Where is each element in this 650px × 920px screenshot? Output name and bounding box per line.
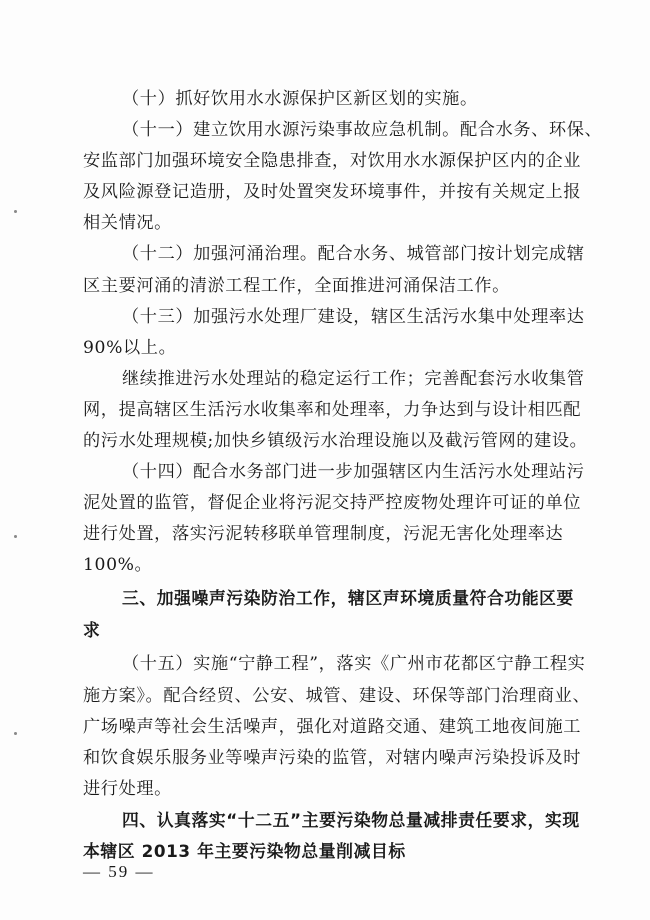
scan-speck bbox=[14, 210, 17, 213]
paragraph-line: 继续推进污水处理站的稳定运行工作；完善配套污水收集管 bbox=[122, 369, 585, 389]
paragraph-line: 100%。 bbox=[83, 555, 153, 575]
paragraph-line: （十二）加强河涌治理。配合水务、城管部门按计划完成辖 bbox=[122, 244, 585, 264]
section-heading-line: 求 bbox=[83, 620, 101, 640]
paragraph-line: （十五）实施“宁静工程”，落实《广州市花都区宁静工程实 bbox=[122, 654, 586, 674]
section-heading-line: 三、加强噪声污染防治工作，辖区声环境质量符合功能区要 bbox=[122, 588, 574, 608]
paragraph-line: 进行处置，落实污泥转移联单管理制度，污泥无害化处理率达 bbox=[83, 524, 564, 544]
paragraph-line: （十三）加强污水处理厂建设，辖区生活污水集中处理率达 bbox=[122, 307, 585, 327]
paragraph-line: 广场噪声等社会生活噪声，强化对道路交通、建筑工地夜间施工 bbox=[83, 717, 582, 737]
paragraph-line: 进行处理。 bbox=[83, 779, 172, 799]
paragraph-line: （十一）建立饮用水源污染事故应急机制。配合水务、环保、 bbox=[122, 120, 603, 140]
paragraph-line: （十四）配合水务部门进一步加强辖区内生活污水处理站污 bbox=[122, 462, 585, 482]
paragraph-line: 90%以上。 bbox=[83, 338, 177, 358]
paragraph-line: （十）抓好饮用水水源保护区新区划的实施。 bbox=[122, 89, 478, 109]
page-number: — 59 — bbox=[83, 862, 155, 881]
paragraph-line: 区主要河涌的清淤工程工作，全面推进河涌保洁工作。 bbox=[83, 276, 510, 296]
paragraph-line: 安监部门加强环境安全隐患排查，对饮用水水源保护区内的企业 bbox=[83, 151, 582, 171]
scan-speck bbox=[14, 732, 17, 735]
paragraph-line: 泥处置的监管，督促企业将污泥交持严控废物处理许可证的单位 bbox=[83, 493, 582, 513]
scan-speck bbox=[14, 535, 17, 538]
paragraph-line: 相关情况。 bbox=[83, 213, 172, 233]
paragraph-line: 和饮食娱乐服务业等噪声污染的监管，对辖内噪声污染投诉及时 bbox=[83, 748, 582, 768]
paragraph-line: 及风险源登记造册，及时处置突发环境事件，并按有关规定上报 bbox=[83, 182, 582, 202]
section-heading-line: 本辖区 2013 年主要污染物总量削减目标 bbox=[83, 841, 406, 861]
paragraph-line: 施方案》。配合经贸、公安、城管、建设、环保等部门治理商业、 bbox=[83, 686, 591, 706]
paragraph-line: 网，提高辖区生活污水收集率和处理率，力争达到与设计相匹配 bbox=[83, 400, 582, 420]
paragraph-line: 的污水处理规模;加快乡镇级污水治理设施以及截污管网的建设。 bbox=[83, 431, 588, 451]
section-heading-line: 四、认真落实“十二五”主要污染物总量减排责任要求，实现 bbox=[122, 810, 580, 830]
